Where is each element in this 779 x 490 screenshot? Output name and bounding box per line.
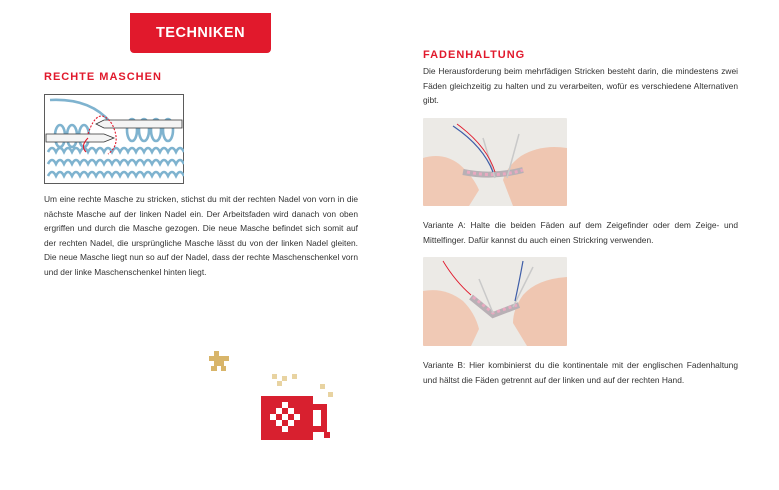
- section-badge: TECHNIKEN: [130, 13, 271, 53]
- paragraph-variante-a: Variante A: Halte die beiden Fäden auf dem Zeigefinder oder dem Zeige- und Mittelfinger. Dafür kannst du auch einen Strickring verwenden.: [423, 220, 738, 245]
- pixel-star-icon: [206, 351, 232, 373]
- paragraph-intro: Die Herausforderung beim mehrfädigen Stricken besteht darin, die mindestens zwei Fäden gleichzeitig zu halten und zu verarbeiten, wofür es verschiedene Alternativen gibt.: [423, 66, 738, 106]
- pixel-mug-icon: [258, 372, 340, 454]
- section-heading-rechte-maschen: RECHTE MASCHEN: [44, 71, 162, 83]
- knitting-diagram: [44, 94, 184, 184]
- paragraph-rechte-maschen: Um eine rechte Masche zu stricken, stichst du mit der rechten Nadel von vorn in die nächste Masche auf der linken Nadel ein. Der Arbeitsfaden wird danach von oben ergriffen und durch die Masche gezogen. Die neue Masche befindet sich somit auf der rechten Nadel, die ursprüngliche Masche lässt du von der linken Nadel gleiten. Die neue Masche liegt nun so auf der Nadel, dass der rechte Maschenschenkel vorn und der linke Maschenschenkel hinten liegt.: [44, 194, 358, 277]
- paragraph-variante-b: Variante B: Hier kombinierst du die kontinentale mit der englischen Fadenhaltung und hältst die Fäden getrennt auf der linken und auf der rechten Hand.: [423, 360, 738, 385]
- hands-photo-b: [423, 257, 567, 346]
- section-heading-fadenhaltung: FADENHALTUNG: [423, 49, 526, 61]
- hands-photo-a: [423, 118, 567, 206]
